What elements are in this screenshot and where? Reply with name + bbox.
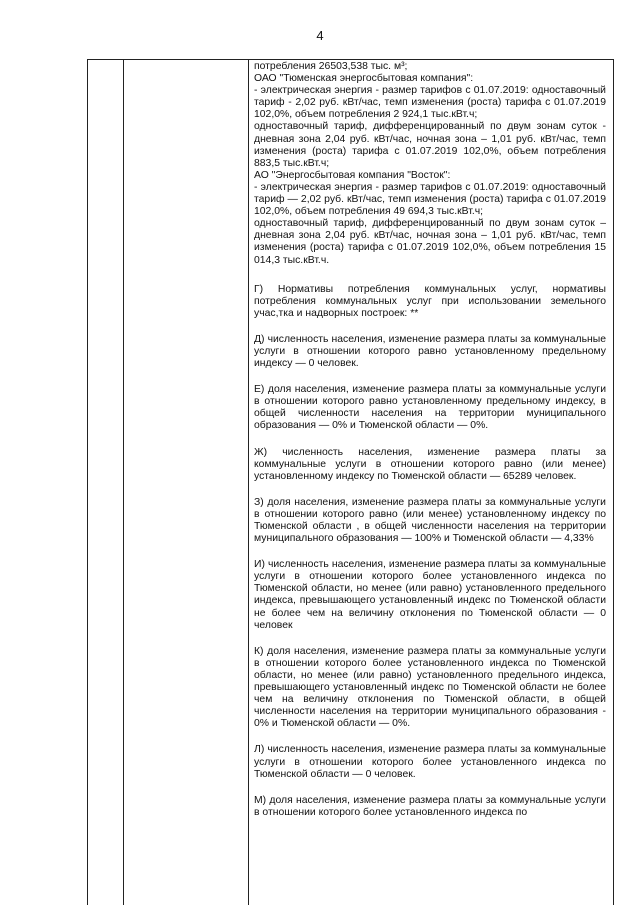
text-line: - электрическая энергия - размер тарифов с 01.07.2019: одноставочный тариф — 2,02 руб. кВт/час, темп изменения (роста) тарифа с 01.07.2019 102,0%, объем потребления 49 694,3 тыс.кВт.ч; <box>254 181 606 218</box>
text-line: ОАО "Тюменская энергосбытовая компания": <box>254 73 474 85</box>
paragraph-m: М) доля населения, изменение размера платы за коммунальные услуги в отношении которого более установленного индекса по <box>254 794 606 818</box>
paragraph-e: Е) доля населения, изменение размера платы за коммунальные услуги в отношении которого равно установленному предельному индексу, в общей численности населения на территории муниципального образования — 0% и Тюменской области — 0%. <box>254 384 606 432</box>
column-divider-1 <box>123 60 124 905</box>
text-line: одноставочный тариф, дифференцированный по двум зонам суток - дневная зона 2,04 руб. кВт/час, ночная зона – 1,01 руб. кВт/час, темп изменения (роста) тарифа с 01.07.2019 102,0%, объем потребления 883,5 тыс.кВт.ч; <box>254 121 606 169</box>
text-line: АО "Энергосбытовая компания "Восток": <box>254 169 451 181</box>
paragraph-g: Г) Нормативы потребления коммунальных услуг, нормативы потребления коммунальных услуг при использовании земельного учас,тка и надворных построек: ** <box>254 283 606 319</box>
paragraph-d: Д) численность населения, изменение размера платы за коммунальные услуги в отношении которого равно установленному предельному индексу — 0 человек. <box>254 333 606 370</box>
table-content-cell <box>254 61 606 819</box>
paragraph-i: И) численность населения, изменение размера платы за коммунальные услуги в отношении которого более установленного индекса по Тюменской области, но менее (или равно) установленного предельного индекса, превышающего установленный индекс по Тюменской области не более чем на величину отклонения по Тюменской области — 0 человек <box>254 559 606 631</box>
document-table <box>87 59 614 905</box>
text-line: - электрическая энергия - размер тарифов с 01.07.2019: одноставочный тариф - 2,02 руб. кВт/час, темп изменения (роста) тарифа с 01.07.2019 102,0%, объем потребления 2 924,1 тыс.кВт.ч; <box>254 85 606 121</box>
text-line: потребления 26503,538 тыс. м³; <box>254 61 408 72</box>
text-line: одноставочный тариф, дифференцированный по двум зонам суток – дневная зона 2,04 руб. кВт/час, ночная зона – 1,01 руб. кВт/час, темп изменения (роста) тарифа с 01.07.2019 102,0%, объем потребления 15 014,3 тыс.кВт.ч. <box>254 218 606 266</box>
paragraph-z: З) доля населения, изменение размера платы за коммунальные услуги в отношении которого равно (или менее) установленному индексу по Тюменской области , в общей численности населения на территории муниципального образования — 100% и Тюменской области — 4,33% <box>254 496 606 545</box>
paragraph-l: Л) численность населения, изменение размера платы за коммунальные услуги в отношении которого более установленного индекса по Тюменской области — 0 человек. <box>254 744 606 780</box>
paragraph-k: К) доля населения, изменение размера платы за коммунальные услуги в отношении которого более установленного индекса по Тюменской области, но менее (или равно) установленного предельного индекса, превышающего установленный индекс по Тюменской области не более чем на величину отклонения по Тюменской области, в общей численности населения на территории муниципального образования - 0% и Тюменской области — 0%. <box>254 645 606 730</box>
page-number: 4 <box>316 28 324 43</box>
paragraph-zh: Ж) численность населения, изменение размера платы за коммунальные услуги в отношении которого равно (или менее) установленному индексу по Тюменской области — 65289 человек. <box>254 446 606 482</box>
paragraph-continuation <box>254 61 606 267</box>
column-divider-2 <box>248 60 249 905</box>
